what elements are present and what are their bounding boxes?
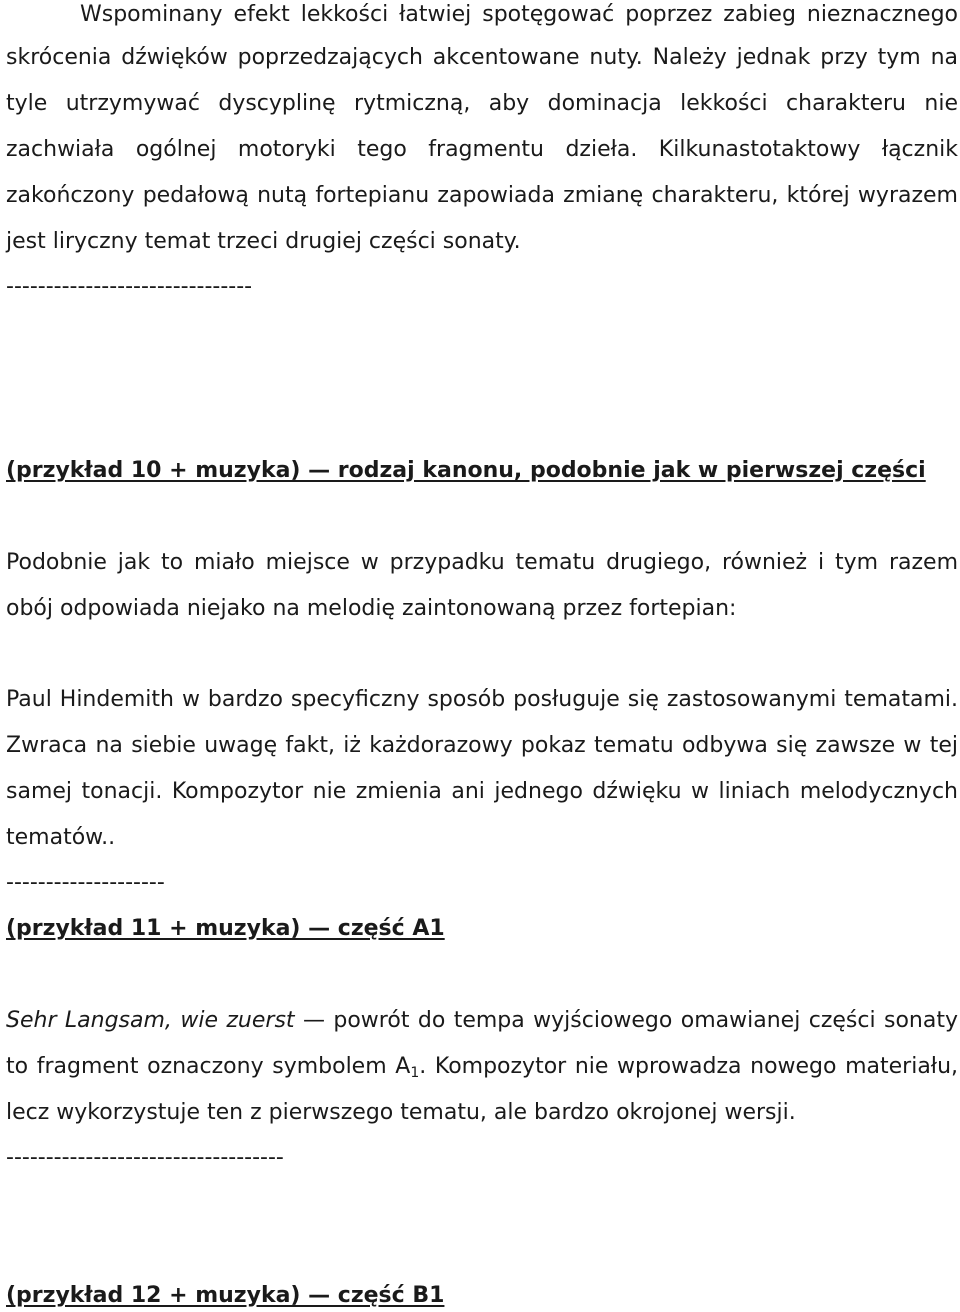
text-line: jest liryczny temat trzeci drugiej części sonaty. [6, 229, 521, 254]
text-line: zakończony pedałową nutą fortepianu zapowiada zmianę charakteru, której wyrazem [6, 183, 958, 208]
text-line: Wspominany efekt lekkości łatwiej spotęgować poprzez zabieg nieznacznego [80, 2, 958, 27]
text-line: tematów.. [6, 825, 116, 850]
text-line: skrócenia dźwięków poprzedzających akcentowane nuty. Należy jednak przy tym na [6, 45, 958, 70]
text-line: zachwiała ogólnej motoryki tego fragmentu dzieła. Kilkunastotaktowy łącznik [6, 137, 958, 162]
text-line: obój odpowiada niejako na melodię zaintonowaną przez fortepian: [6, 596, 737, 621]
subscript: 1 [410, 1065, 420, 1081]
text-line [6, 1054, 958, 1080]
section-heading-example-10: (przykład 10 + muzyka) — rodzaj kanonu, podobnie jak w pierwszej części [6, 458, 926, 483]
text-line: lecz wykorzystuje ten z pierwszego tematu, ale bardzo okrojonej wersji. [6, 1100, 796, 1125]
text-span: . Kompozytor nie wprowadza nowego materiału, [419, 1054, 959, 1079]
section-heading-example-11: (przykład 11 + muzyka) — część A1 [6, 916, 445, 941]
text-span: to fragment oznaczony symbolem A [6, 1054, 411, 1079]
text-line: tyle utrzymywać dyscyplinę rytmiczną, aby dominacja lekkości charakteru nie [6, 91, 958, 116]
separator: -------------------- [6, 870, 165, 895]
tempo-marking: Sehr Langsam, wie zuerst [6, 1008, 295, 1033]
section-heading-example-12: (przykład 12 + muzyka) — część B1 [6, 1283, 445, 1308]
separator: ------------------------------- [6, 274, 253, 299]
separator: ----------------------------------- [6, 1145, 284, 1170]
text-span: — powrót do tempa wyjściowego omawianej części sonaty [294, 1008, 958, 1033]
text-line: Podobnie jak to miało miejsce w przypadku tematu drugiego, również i tym razem [6, 550, 958, 575]
text-line [6, 1008, 958, 1034]
text-line: Paul Hindemith w bardzo specyficzny sposób posługuje się zastosowanymi tematami. [6, 687, 958, 712]
text-line: Zwraca na siebie uwagę fakt, iż każdorazowy pokaz tematu odbywa się zawsze w tej [6, 733, 958, 758]
text-line: samej tonacji. Kompozytor nie zmienia ani jednego dźwięku w liniach melodycznych [6, 779, 958, 804]
